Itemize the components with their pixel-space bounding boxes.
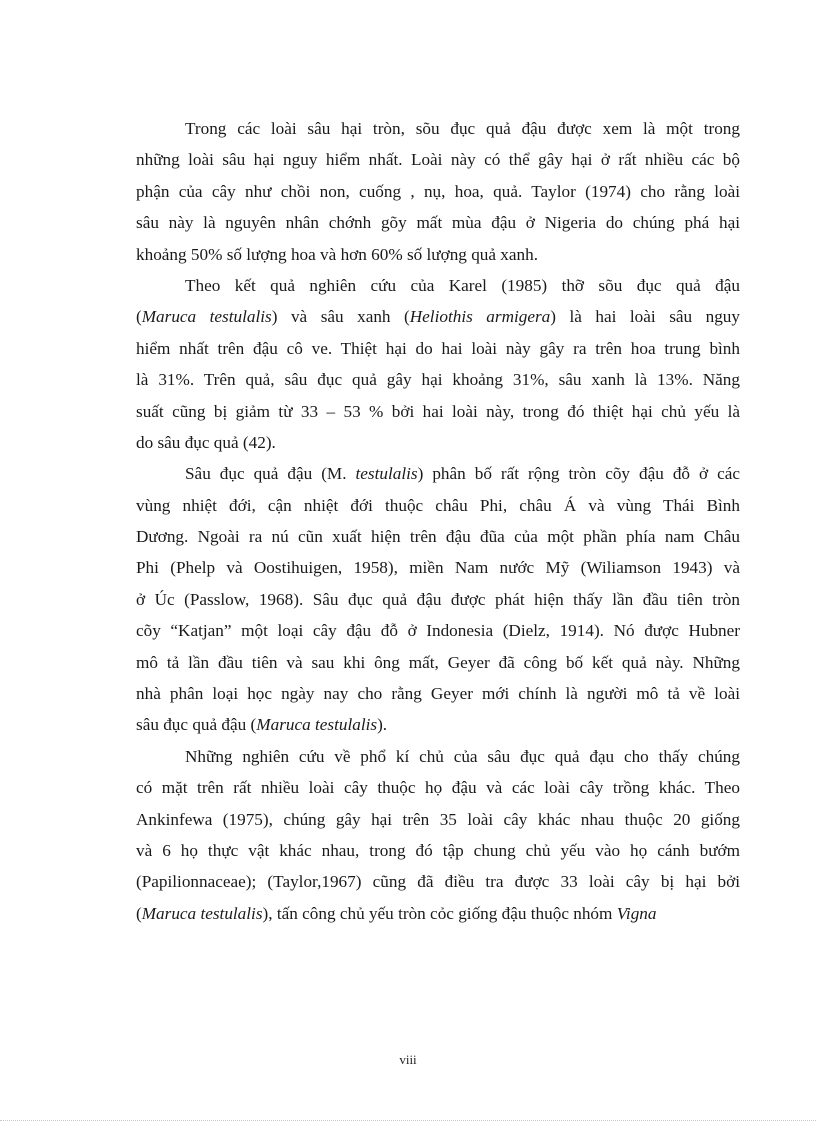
text-run: Dương. Ngoài ra nú cũn xuất hiện trên đậu đũa của một phần phía nam Châu [136, 527, 740, 547]
italic-run: testulalis [355, 464, 418, 484]
text-line [136, 647, 740, 678]
text-line [136, 552, 740, 583]
text-line [136, 898, 740, 929]
text-run: ) phân bố rất rộng tròn cõy đậu đỗ ở các [417, 464, 740, 484]
text-line [136, 490, 740, 521]
text-line [136, 427, 740, 458]
text-line [136, 144, 740, 175]
text-line [136, 176, 740, 207]
text-line [136, 678, 740, 709]
text-run: Trong các loài sâu hại tròn, sõu đục quả đậu được xem là một trong [185, 119, 740, 138]
text-run: ở Úc (Passlow, 1968). Sâu đục quả đậu được phát hiện thấy lần đầu tiên tròn [136, 589, 740, 609]
paragraph [136, 458, 740, 741]
text-run: và 6 họ thực vật khác nhau, trong đó tập chung chủ yếu vào họ cánh bướm [136, 840, 740, 860]
text-line [136, 835, 740, 866]
text-run: (Papilionnaceae); (Taylor,1967) cũng đã điều tra được 33 loài cây bị hại bởi [136, 872, 740, 892]
text-line [136, 239, 740, 270]
text-line [136, 364, 740, 395]
page-bottom-divider [0, 1120, 816, 1121]
text-run: Ankinfewa (1975), chúng gây hại trên 35 loài cây khác nhau thuộc 20 giống [136, 809, 740, 829]
text-run: sâu này là nguyên nhân chớnh gõy mất mùa đậu ở Nigeria do chúng phá hại [136, 213, 740, 233]
paragraph [136, 741, 740, 929]
text-run: Sâu đục quả đậu (M. [185, 464, 356, 484]
text-line [136, 709, 740, 740]
text-run: nhà phân loại học ngày nay cho rằng Geyer mới chính là người mô tả về loài [136, 684, 740, 704]
text-line [136, 521, 740, 552]
italic-run: Maruca testulalis [141, 903, 263, 923]
text-line [136, 804, 740, 835]
page-number: viii [399, 1052, 417, 1067]
text-run: là 31%. Trên quả, sâu đục quả gây hại khoảng 31%, sâu xanh là 13%. Năng [136, 370, 740, 390]
paragraph [136, 113, 740, 270]
text-line [136, 741, 740, 772]
body-text [136, 113, 740, 929]
text-line [136, 772, 740, 803]
italic-run: Heliothis armigera [409, 307, 551, 327]
text-run: ( [136, 903, 142, 923]
text-line [136, 458, 740, 489]
text-run: ). [377, 715, 388, 735]
text-run: Những nghiên cứu về phổ kí chủ của sâu đục quả đạu cho thấy chúng [185, 746, 740, 766]
italic-run: Vigna [616, 903, 657, 923]
italic-run: Maruca testulalis [256, 715, 378, 735]
text-line [136, 113, 740, 144]
text-run: ) và sâu xanh ( [271, 307, 410, 327]
text-run: phận của cây như chồi non, cuống , nụ, hoa, quả. Taylor (1974) cho rằng loài [136, 181, 740, 201]
text-run: sâu đục quả đậu ( [136, 715, 257, 735]
text-line [136, 207, 740, 238]
text-run: những loài sâu hại nguy hiểm nhất. Loài này có thể gây hại ở rất nhiều các bộ [136, 150, 740, 170]
text-line [136, 615, 740, 646]
text-run: cõy “Katjan” một loại cây đậu đỗ ở Indonesia (Dielz, 1914). Nó được Hubner [136, 621, 740, 641]
text-run: Phi (Phelp và Oostihuigen, 1958), miền Nam nước Mỹ (Wiliamson 1943) và [136, 558, 740, 578]
text-run: khoảng 50% số lượng hoa và hơn 60% số lượng quả xanh. [136, 244, 539, 264]
text-line [136, 584, 740, 615]
text-run: ( [136, 307, 142, 327]
text-run: ), tấn công chủ yếu tròn cỏc giống đậu thuộc nhóm [262, 903, 617, 923]
text-line [136, 270, 740, 301]
text-run: suất cũng bị giảm từ 33 – 53 % bởi hai loài này, trong đó thiệt hại chủ yếu là [136, 401, 740, 421]
text-run: mô tả lần đầu tiên và sau khi ông mất, Geyer đã công bố kết quả này. Những [136, 652, 740, 672]
text-run: do sâu đục quả (42). [136, 432, 276, 452]
paragraph [136, 270, 740, 458]
text-line [136, 333, 740, 364]
italic-run: Maruca testulalis [141, 307, 272, 327]
text-run: có mặt trên rất nhiều loài cây thuộc họ đậu và các loài cây trồng khác. Theo [136, 778, 740, 798]
text-run: hiểm nhất trên đậu cô ve. Thiệt hại do hai loài này gây ra trên hoa trung bình [136, 338, 740, 358]
text-run: Theo kết quả nghiên cứu của Karel (1985) thỡ sõu đục quả đậu [185, 275, 740, 295]
text-run: ) là hai loài sâu nguy [550, 307, 740, 327]
text-run: vùng nhiệt đới, cận nhiệt đới thuộc châu Phi, châu Á và vùng Thái Bình [136, 495, 740, 515]
text-line [136, 866, 740, 897]
text-line [136, 301, 740, 332]
text-line [136, 396, 740, 427]
